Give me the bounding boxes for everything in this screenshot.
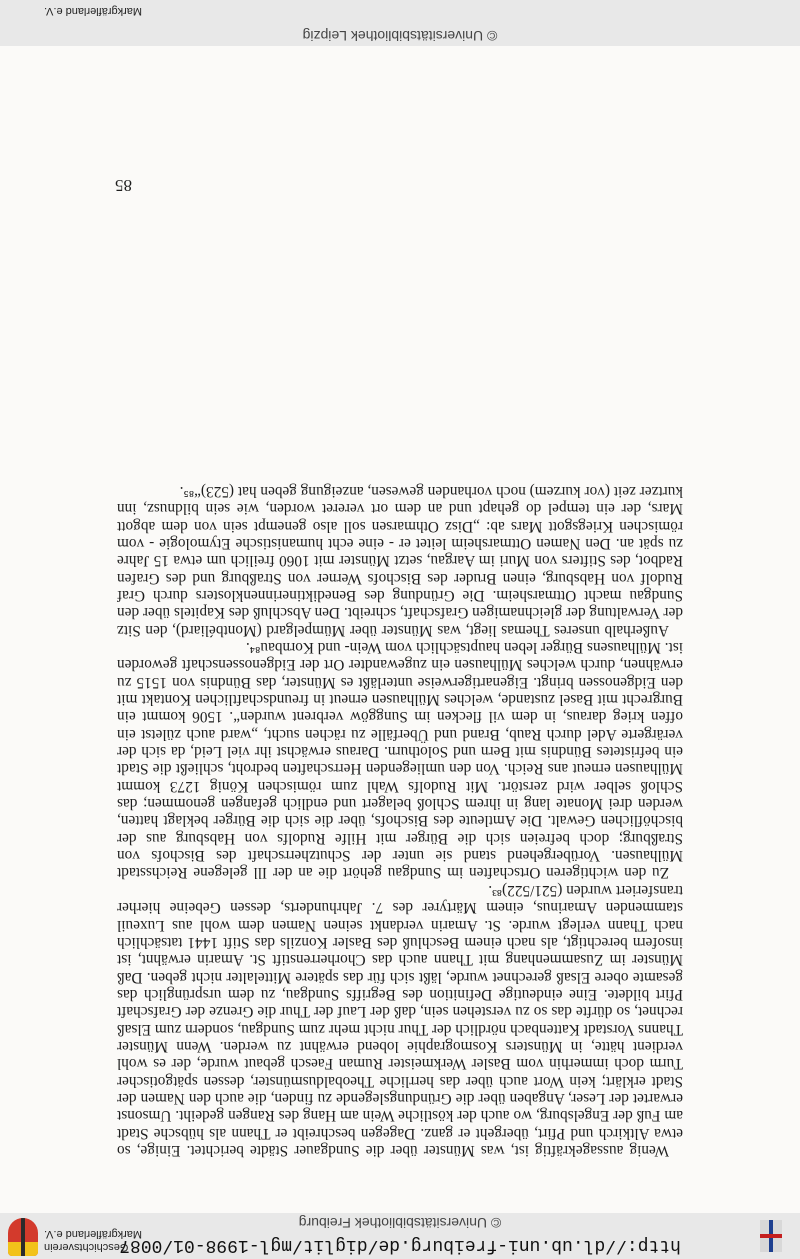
footer-society-name: Markgräflerland e.V.: [44, 5, 143, 17]
body-text: [117, 483, 683, 1159]
paragraph: Außerhalb unseres Themas liegt, was Münster über Mümpelgard (Montbéliard), den Sitz der Verwaltung der gleichnamigen Grafschaft, schreibt. Den Abschluß des Kapitels über den Sundgau macht Ottmarsheim. Die Gründung des Benediktinerinnenklosters durch Graf Rudolf von Habsburg, einen Bruder des Bischofs Werner von Straßburg und des Grafen Radbot, des Stifters von Muri im Aargau, setzt Münster mit 1060 freilich um etwa 15 Jahre zu spät an. Den Namen Ottmarsheim leitet er - eine echt humanistische Etymologie - vom römischen Kriegsgott Mars ab: „Disz Othmarsen soll also genempt sein von dem abgott Mars, der ein tempel do gehapt und an dem ort vereret worden, wie sein bildnusz, inn kurtzer zeit (vor kurzem) noch vorhanden gewesen, anzeigung geben hat (523)“⁸⁵.: [117, 482, 683, 639]
society-name: Geschichtsverein Markgräflerland e.V.: [44, 1228, 143, 1253]
footer-copyright: © Universitätsbibliothek Leipzig: [302, 28, 498, 44]
copyright-notice: © Universitätsbibliothek Freiburg: [298, 1215, 502, 1231]
page-number: 85: [115, 176, 132, 195]
viewer-header: [0, 1213, 800, 1259]
viewer-footer: [0, 0, 800, 46]
paragraph: Wenig aussagekräftig ist, was Münster über die Sundgauer Städte berichtet. Einige, so etwa Altkirch und Pfirt, übergeht er ganz. Dagegen beschreibt er Thann als hübsche Stadt am Fuß der Engelsburg, wo auch der köstliche Wein am Hang des Rangen gedeiht. Umsonst erwartet der Leser, Angaben über die Gründungslegende zu finden, die auch den Namen der Stadt erklärt; kein Wort auch über das herrliche Theobaldusmünster, dessen spätgotischer Turm doch immerhin vom Basler Werkmeister Ruman Faesch gebaut wurde, der es wohl verdient hätte, in Münsters Kosmographie lobend erwähnt zu werden. Wenn Münster Thanns Vorstadt Kattenbach nördlich der Thur nicht mehr zum Sundgau, sondern zum Elsaß rechnet, so dürfte das so zu verstehen sein, daß der Lauf der Thur die Grenze der Grafschaft Pfirt bildete. Eine eindeutige Definition des Begriffs Sundgau, zu dem ursprünglich das gesamte obere Elsaß gerechnet wurde, läßt sich für das spätere Mittelalter nicht geben. Daß Münster im Zusammenhang mit Thann auch das Chorherrenstift St. Amarin erwähnt, ist insofern berechtigt, als nach einem Beschluß des Basler Konzils das Stift 1441 tatsächlich nach Thann verlegt wurde. St. Amarin verdankt seinen Namen dem wohl aus Luxeuil stammenden Amarinus, einem Märtyrer des 7. Jahrhunderts, dessen Gebeine hierher transferiert wurden (521/522)⁸³.: [117, 881, 683, 1159]
source-url[interactable]: http://dl.ub.uni-freiburg.de/diglit/mgl-1998-01/0087: [119, 1235, 681, 1255]
paragraph: Zu den wichtigeren Ortschaften im Sundgau gehört die an der Ill gelegene Reichsstadt Mülhausen. Vorübergehend stand sie unter der Schutzherrschaft des Bischofs von Straßburg; doch befreien sich die Bürger mit Hilfe Rudolfs von Habsburg aus der bischöflichen Gewalt. Die Amtleute des Bischofs, über die sich die Bürger beklagt hatten, werden drei Monate lang in ihrem Schloß belagert und endlich gefangen genommen; das Schloß selber wird zerstört. Mit Rudolfs Wahl zum römischen König 1273 kommt Mülhausen erneut ans Reich. Von den umliegenden Herrschaften bedroht, schließt die Stadt ein befristetes Bündnis mit Bern und Solothurn. Daraus erwächst ihr viel Leid, da sich der verärgerte Adel durch Raub, Brand und Überfälle zu rächen sucht, „ward auch zületst ein offen krieg daraus, in dem vil flecken im Sunggöw verbrent wurden“. 1506 kommt ein Burgrecht mit Basel zustande, welches Mülhausen erneut in freundschaftlichen Kontakt mit den Eidgenossen bringt. Eigenartigerweise unterläßt es Münster, das Bündnis von 1515 zu erwähnen, durch welches Mülhausen ein zugewandter Ort der Eidgenossenschaft geworden ist. Mülhausens Bürger leben hauptsächlich vom Wein- und Kornbau⁸⁴.: [117, 639, 683, 882]
coat-of-arms-icon: [8, 1218, 38, 1256]
